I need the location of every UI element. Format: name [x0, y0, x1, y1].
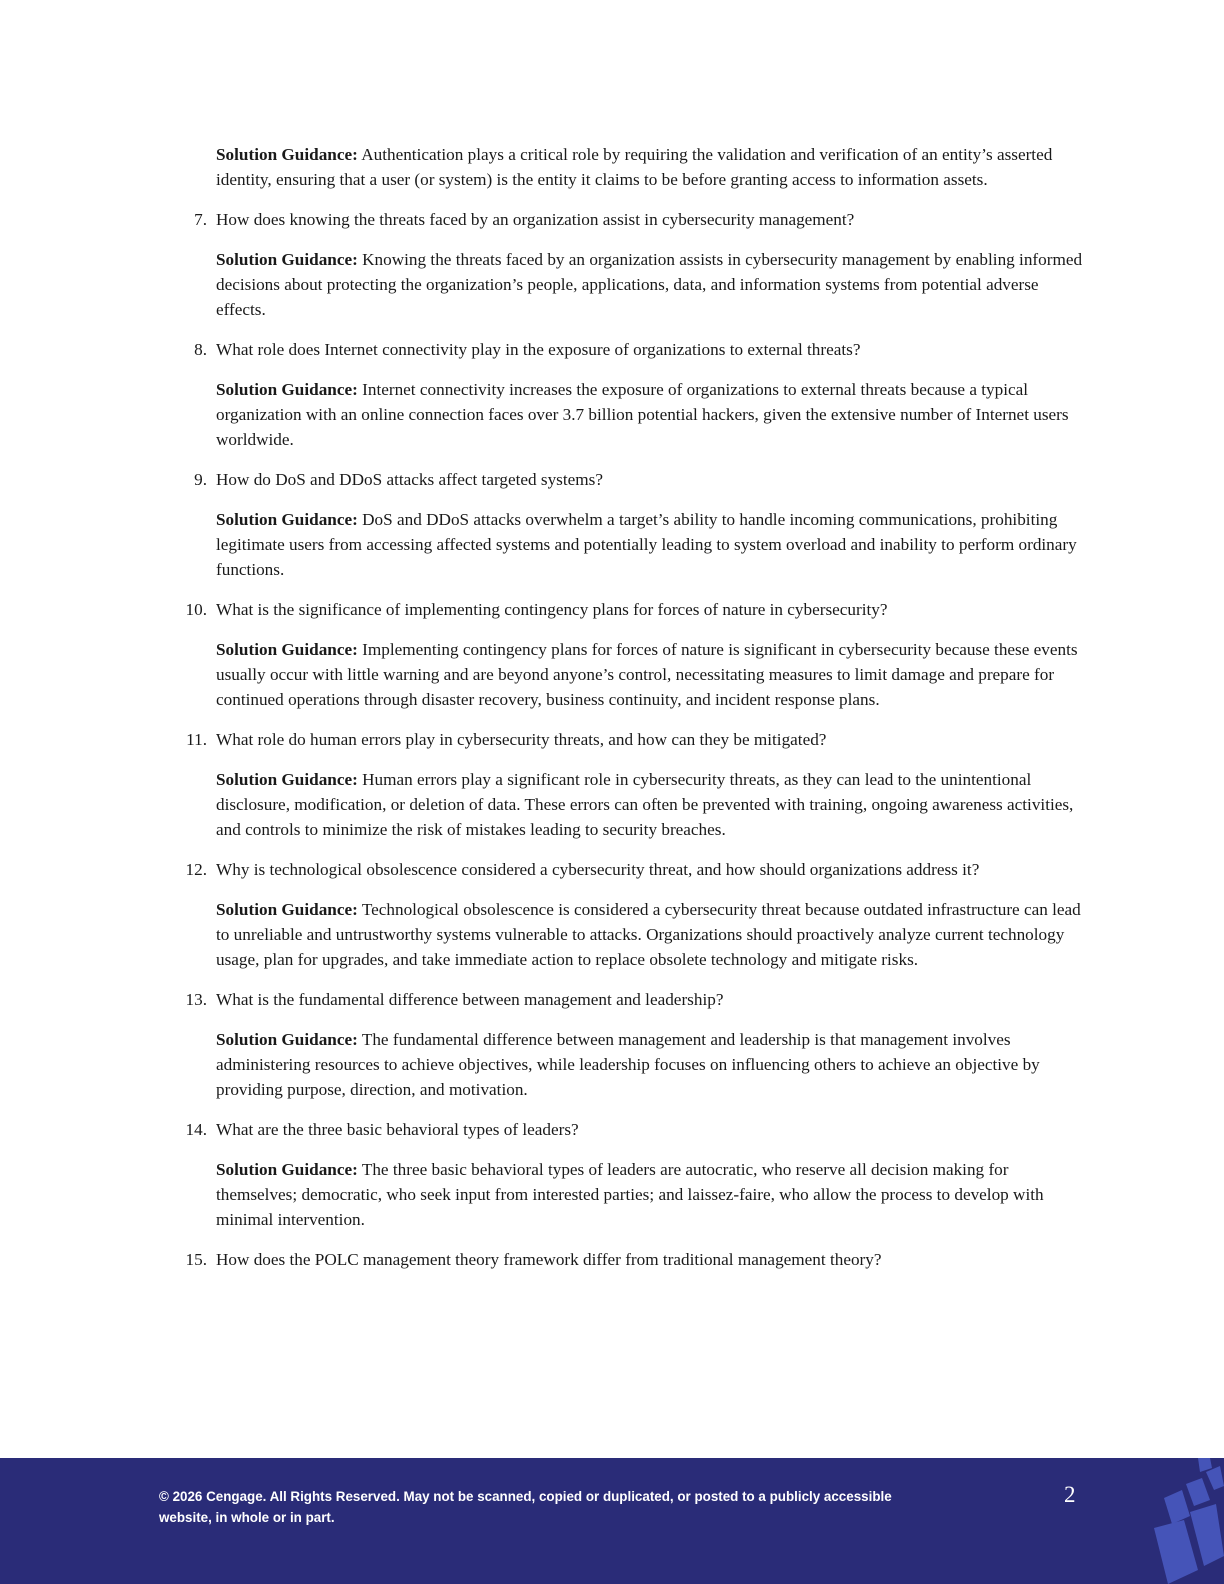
solution-guidance — [216, 377, 1086, 452]
question-number: 11. — [186, 730, 207, 749]
solution-guidance — [216, 637, 1086, 712]
question-text: What is the significance of implementing contingency plans for forces of nature in cybersecurity? — [216, 600, 888, 619]
guidance-label: Solution Guidance: — [216, 1030, 358, 1049]
guidance-text: The three basic behavioral types of leaders are autocratic, who reserve all decision making for themselves; democratic, who seek input from interested parties; and laissez-faire, who allow the process to develop with minimal intervention. — [216, 1160, 1044, 1229]
guidance-label: Solution Guidance: — [216, 510, 358, 529]
question-number: 14. — [185, 1120, 207, 1139]
guidance-text: Authentication plays a critical role by requiring the validation and verification of an entity’s asserted identity, ensuring that a user (or system) is the entity it claims to be before granting access to information assets. — [216, 145, 1053, 189]
question-item — [185, 1117, 1086, 1142]
question-number: 12. — [185, 860, 207, 879]
question-item — [194, 207, 1086, 232]
question-item — [194, 337, 1086, 362]
document-body — [0, 142, 1224, 1287]
guidance-text: The fundamental difference between management and leadership is that management involves administering resources to achieve objectives, while leadership focuses on influencing others to achieve an objective by providing purpose, direction, and motivation. — [216, 1030, 1040, 1099]
solution-guidance — [216, 1157, 1086, 1232]
guidance-text: DoS and DDoS attacks overwhelm a target’s ability to handle incoming communications, prohibiting legitimate users from accessing affected systems and potentially leading to system overload and inability to perform ordinary functions. — [216, 510, 1077, 579]
question-list — [0, 207, 1224, 1272]
copyright-notice: © 2026 Cengage. All Rights Reserved. May not be scanned, copied or duplicated, or posted to a publicly accessible website, in whole or in part. — [159, 1489, 892, 1525]
question-text: How does knowing the threats faced by an organization assist in cybersecurity management? — [216, 210, 855, 229]
question-item — [185, 857, 1086, 882]
guidance-label: Solution Guidance: — [216, 145, 358, 164]
guidance-text: Implementing contingency plans for forces of nature is significant in cybersecurity because these events usually occur with little warning and are beyond anyone’s control, necessitating measures to limit damage and prepare for continued operations through disaster recovery, business continuity, and incident response plans. — [216, 640, 1078, 709]
guidance-label: Solution Guidance: — [216, 250, 358, 269]
page-number: 2 — [1064, 1482, 1076, 1507]
question-text: How do DoS and DDoS attacks affect targeted systems? — [216, 470, 603, 489]
question-item — [185, 1247, 1086, 1272]
guidance-label: Solution Guidance: — [216, 900, 358, 919]
question-item — [186, 727, 1086, 752]
guidance-label: Solution Guidance: — [216, 770, 358, 789]
question-item — [185, 597, 1086, 622]
solution-guidance — [216, 897, 1086, 972]
guidance-text: Knowing the threats faced by an organization assists in cybersecurity management by enabling informed decisions about protecting the organization’s people, applications, data, and information systems from potential adverse effects. — [216, 250, 1083, 319]
question-number: 8. — [194, 340, 207, 359]
footer-band — [0, 1458, 1224, 1584]
guidance-text: Technological obsolescence is considered a cybersecurity threat because outdated infrastructure can lead to unreliable and untrustworthy systems vulnerable to attacks. Organizations should proactively analyze current technology usage, plan for upgrades, and take immediate action to replace obsolete technology and mitigate risks. — [216, 900, 1081, 969]
guidance-text: Human errors play a significant role in cybersecurity threats, as they can lead to the unintentional disclosure, modification, or deletion of data. These errors can often be prevented with training, ongoing awareness activities, and controls to minimize the risk of mistakes leading to security breaches. — [216, 770, 1074, 839]
question-number: 9. — [194, 470, 207, 489]
question-number: 15. — [185, 1250, 207, 1269]
solution-guidance — [216, 767, 1086, 842]
guidance-label: Solution Guidance: — [216, 1160, 358, 1179]
solution-guidance — [216, 247, 1086, 322]
cengage-logo-icon — [1124, 1458, 1224, 1584]
guidance-label: Solution Guidance: — [216, 380, 358, 399]
solution-guidance — [216, 507, 1086, 582]
question-number: 7. — [194, 210, 207, 229]
solution-guidance — [216, 142, 1086, 192]
question-number: 13. — [185, 990, 207, 1009]
question-item — [194, 467, 1086, 492]
question-text: Why is technological obsolescence considered a cybersecurity threat, and how should organizations address it? — [216, 860, 980, 879]
question-number: 10. — [185, 600, 207, 619]
question-text: How does the POLC management theory framework differ from traditional management theory? — [216, 1250, 882, 1269]
question-text: What is the fundamental difference between management and leadership? — [216, 990, 724, 1009]
question-text: What role does Internet connectivity play in the exposure of organizations to external threats? — [216, 340, 861, 359]
question-text: What are the three basic behavioral types of leaders? — [216, 1120, 579, 1139]
guidance-label: Solution Guidance: — [216, 640, 358, 659]
solution-guidance — [216, 1027, 1086, 1102]
question-text: What role do human errors play in cybersecurity threats, and how can they be mitigated? — [216, 730, 827, 749]
guidance-text: Internet connectivity increases the exposure of organizations to external threats because a typical organization with an online connection faces over 3.7 billion potential hackers, given the extensive number of Internet users worldwide. — [216, 380, 1069, 449]
question-item — [185, 987, 1086, 1012]
